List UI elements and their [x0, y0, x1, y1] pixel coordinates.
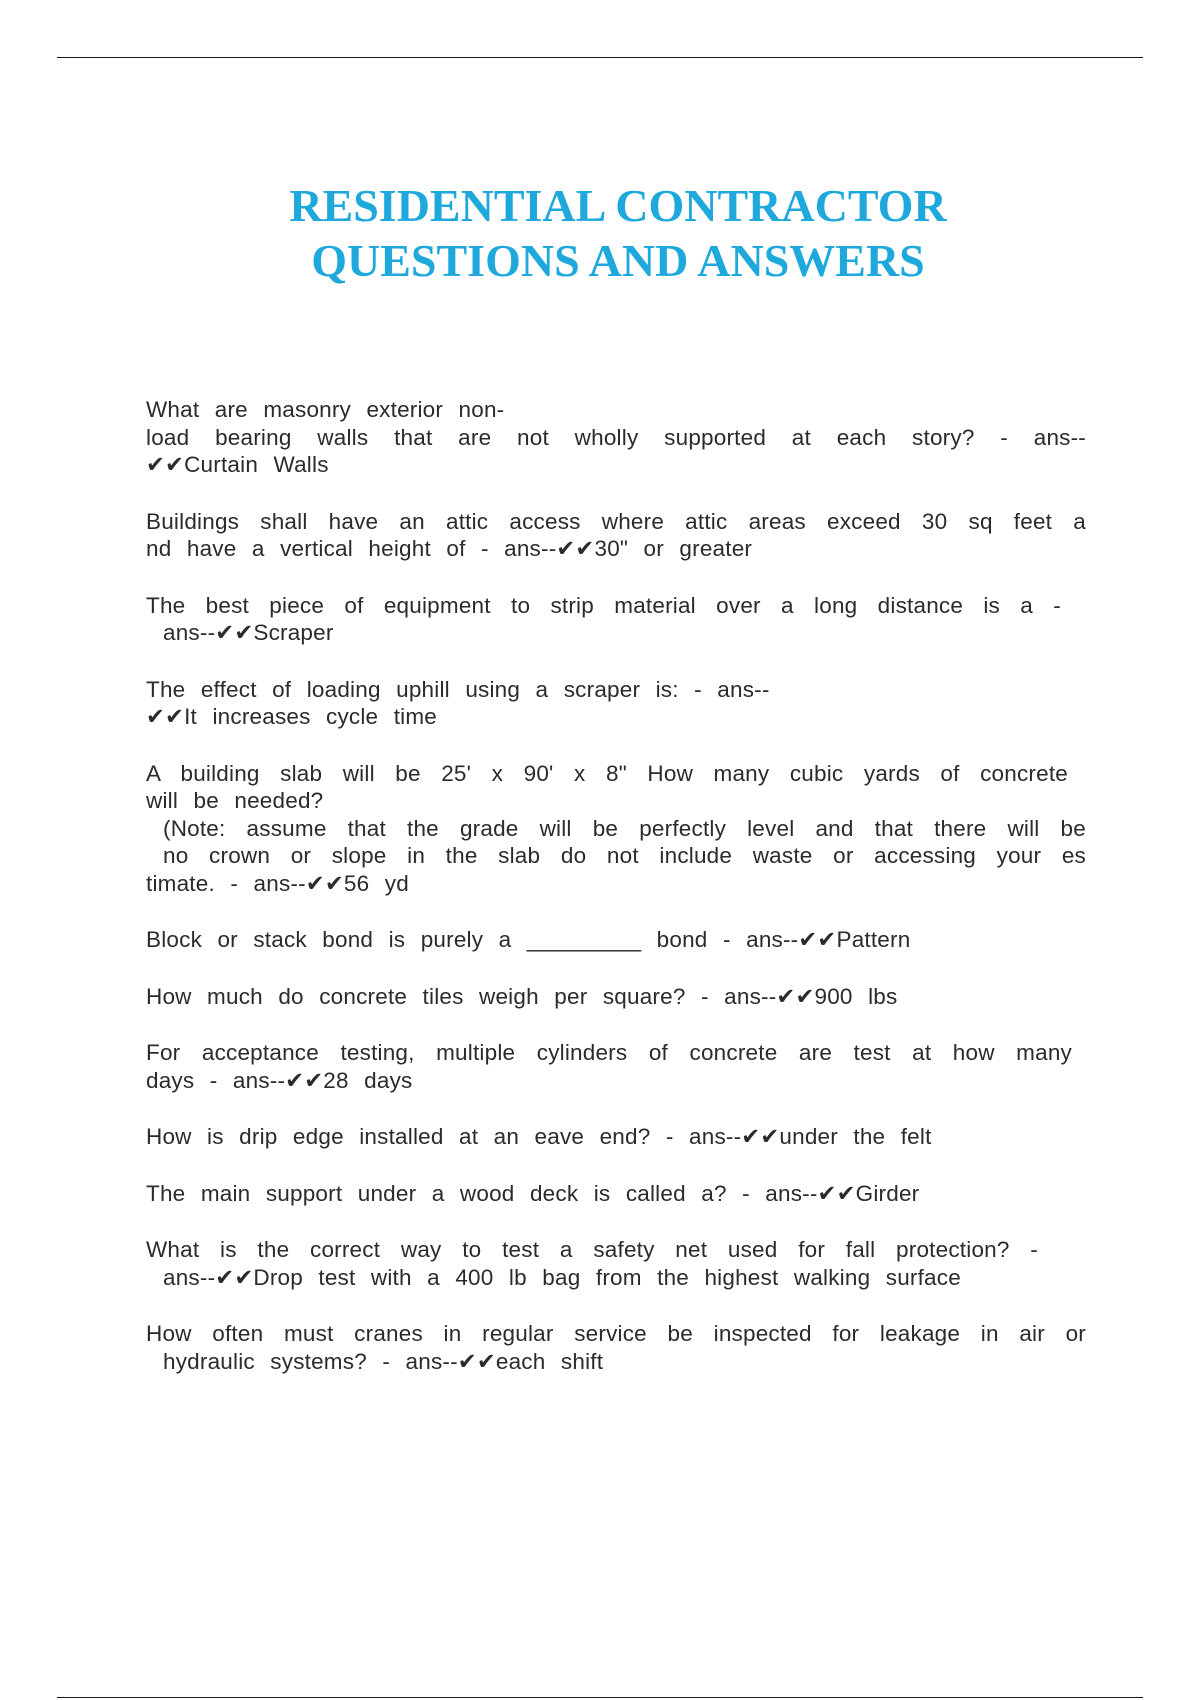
qa-line: Buildings shall have an attic access where attic areas exceed 30 sq feet a: [146, 508, 1086, 534]
qa-line: days - ans--✔✔28 days: [146, 1067, 413, 1093]
qa-item: [146, 1320, 1086, 1375]
qa-line: How much do concrete tiles weigh per square? - ans--✔✔900 lbs: [146, 983, 898, 1009]
qa-item: [146, 676, 1086, 731]
qa-item: [146, 983, 1086, 1011]
qa-line: Block or stack bond is purely a _________ bond - ans--✔✔Pattern: [146, 927, 911, 952]
bottom-rule: [57, 1697, 1143, 1698]
qa-item: [146, 926, 1086, 954]
top-rule: [57, 57, 1143, 58]
qa-line: ✔✔Curtain Walls: [146, 452, 329, 477]
document-title: [0, 178, 1200, 288]
qa-line: How often must cranes in regular service be inspected for leakage in air or: [146, 1321, 1086, 1346]
qa-item: [146, 1123, 1086, 1151]
qa-line: What are masonry exterior non-: [146, 397, 505, 422]
qa-list: [146, 396, 1086, 1404]
qa-line: timate. - ans--✔✔56 yd: [146, 870, 409, 896]
qa-item: [146, 396, 1086, 479]
qa-line: The best piece of equipment to strip material over a long distance is a -: [146, 592, 1061, 618]
qa-line: The effect of loading uphill using a scraper is: - ans--: [146, 676, 770, 702]
qa-item: [146, 760, 1086, 898]
qa-line: The main support under a wood deck is called a? - ans--✔✔Girder: [146, 1180, 920, 1206]
qa-line: will be needed?: [146, 788, 324, 813]
qa-line: ✔✔It increases cycle time: [146, 704, 438, 729]
qa-line: For acceptance testing, multiple cylinders of concrete are test at how many: [146, 1040, 1072, 1065]
qa-line: no crown or slope in the slab do not include waste or accessing your es: [163, 843, 1086, 868]
qa-line: hydraulic systems? - ans--✔✔each shift: [163, 1348, 604, 1374]
qa-line: nd have a vertical height of - ans--✔✔30" or greater: [146, 536, 753, 561]
qa-line: load bearing walls that are not wholly supported at each story? - ans--: [146, 424, 1086, 450]
qa-item: [146, 592, 1086, 647]
qa-item: [146, 508, 1086, 563]
title-line-1: RESIDENTIAL CONTRACTOR: [289, 180, 947, 231]
qa-line: A building slab will be 25' x 90' x 8" How many cubic yards of concrete: [146, 760, 1068, 786]
qa-line: How is drip edge installed at an eave end? - ans--✔✔under the felt: [146, 1124, 932, 1149]
qa-line: ans--✔✔Scraper: [163, 620, 334, 645]
qa-item: [146, 1180, 1086, 1208]
qa-item: [146, 1039, 1086, 1094]
qa-line: (Note: assume that the grade will be perfectly level and that there will be: [163, 815, 1086, 841]
qa-line: What is the correct way to test a safety net used for fall protection? -: [146, 1237, 1038, 1262]
title-line-2: QUESTIONS AND ANSWERS: [311, 235, 925, 286]
qa-item: [146, 1236, 1086, 1291]
qa-line: ans--✔✔Drop test with a 400 lb bag from the highest walking surface: [163, 1264, 961, 1290]
